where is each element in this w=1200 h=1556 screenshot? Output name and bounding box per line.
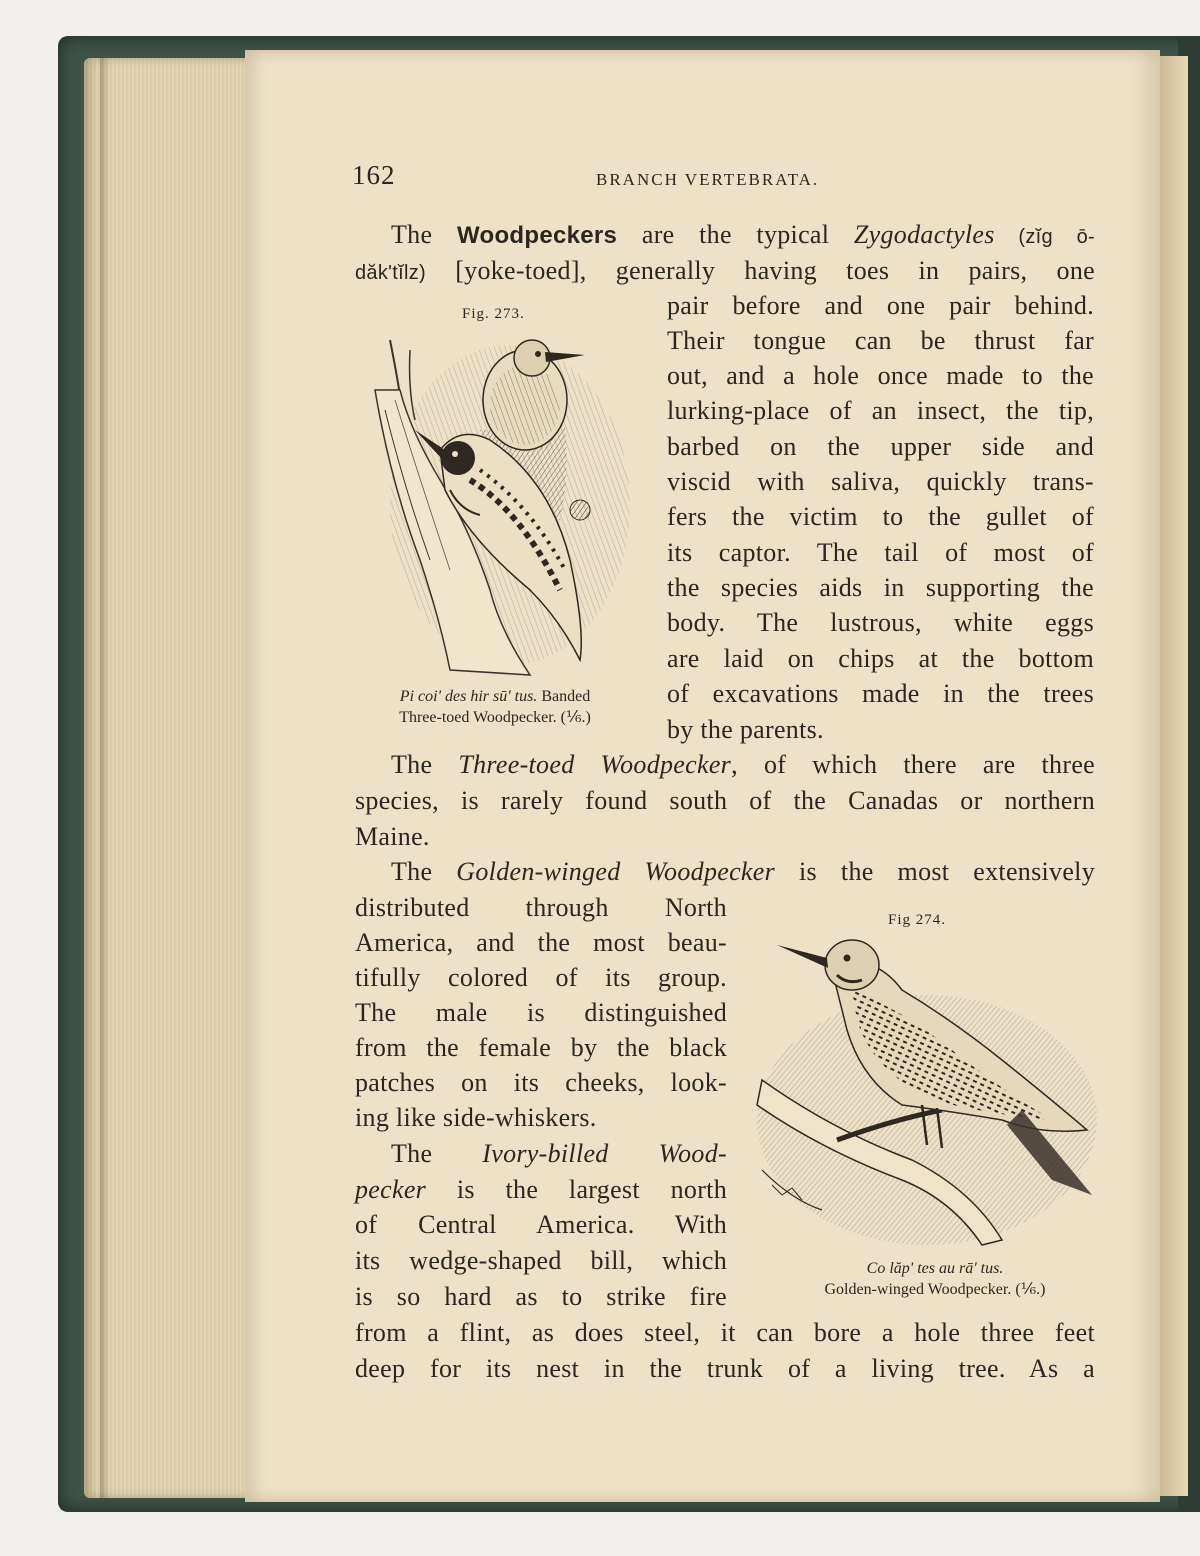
para3-line-5: The male is distinguished [355, 998, 727, 1027]
fig274-common-name: Golden-winged Woodpecker. (⅙.) [824, 1281, 1046, 1298]
para2-line-3: Maine. [355, 822, 430, 851]
para1-line-8: viscid with saliva, quickly trans- [667, 467, 1094, 496]
fig274-caption [775, 1258, 1095, 1300]
fig274-flicker-illustration [752, 930, 1100, 1250]
page-stack-shadow [100, 58, 110, 1498]
para4-line-6: from a flint, as does steel, it can bore a hole three feet [355, 1318, 1095, 1347]
zygodactyles-term: Zygodactyles [853, 220, 995, 249]
three-toed-woodpecker-term: Three-toed Woodpecker [458, 750, 732, 779]
para1-line-12: body. The lustrous, white eggs [667, 608, 1094, 637]
page-number: 162 [352, 160, 396, 190]
para1-line-1: The Woodpeckers are the typical Zygodactyles (zĭg ō- [391, 220, 1096, 249]
para4-line-4: its wedge-shaped bill, which [355, 1246, 727, 1275]
para3-line-8: ing like side-whiskers. [355, 1103, 597, 1132]
para1-line-3: pair before and one pair behind. [667, 291, 1094, 320]
fig273-caption: Pi coi' des hir sū' tus. Banded Three-toed Woodpecker. (⅙.) [364, 686, 626, 728]
next-page-edge [1158, 56, 1188, 1496]
para4-line-3: of Central America. With [355, 1210, 727, 1239]
para1-line-11: the species aids in supporting the [667, 573, 1094, 602]
para1-line-7: barbed on the upper side and [667, 432, 1094, 461]
para4-line-2: pecker is the largest north [355, 1175, 727, 1204]
para3-line-2: distributed through North [355, 893, 727, 922]
para3-line-6: from the female by the black [355, 1033, 727, 1062]
para1-line-6: lurking-place of an insect, the tip, [667, 396, 1094, 425]
para1-line-5: out, and a hole once made to the [667, 361, 1094, 390]
running-head: BRANCH VERTEBRATA. [596, 170, 820, 189]
para3-line-1: The Golden-winged Woodpecker is the most extensively [391, 857, 1095, 886]
para3-line-7: patches on its cheeks, look- [355, 1068, 727, 1097]
para4-line-7: deep for its nest in the trunk of a living tree. As a [355, 1354, 1095, 1383]
fig273-scientific-name: Pi coi' des hir sū' tus. [399, 688, 538, 705]
para3-line-3: America, and the most beau- [355, 928, 727, 957]
golden-winged-woodpecker-term: Golden-winged Woodpecker [456, 857, 776, 886]
para3-line-4: tifully colored of its group. [355, 963, 727, 992]
para1-line-14: of excavations made in the trees [667, 679, 1094, 708]
para1-line-2: dăk'tĭlz) [yoke-toed], generally having toes in pairs, one [355, 256, 1095, 285]
ivory-billed-woodpecker-term: Ivory-billed Wood- [482, 1139, 727, 1168]
para1-line-4: Their tongue can be thrust far [667, 326, 1094, 355]
para1-line-13: are laid on chips at the bottom [667, 644, 1094, 673]
para1-line-15: by the parents. [667, 715, 824, 744]
para4-line-1: The Ivory-billed Wood- [391, 1139, 727, 1168]
fig274-label: Fig 274. [888, 912, 947, 928]
para1-line-9: fers the victim to the gullet of [667, 502, 1094, 531]
para2-line-1: The Three-toed Woodpecker, of which there are three [391, 750, 1095, 779]
para4-line-5: is so hard as to strike fire [355, 1282, 727, 1311]
para2-line-2: species, is rarely found south of the Canadas or northern [355, 786, 1095, 815]
fig273-woodpeckers-illustration [360, 330, 630, 680]
fig274-scientific-name: Co lăp' tes au rā' tus. [866, 1260, 1004, 1277]
fig273-label: Fig. 273. [462, 306, 525, 322]
woodpeckers-term: Woodpeckers [456, 222, 618, 249]
para1-line-10: its captor. The tail of most of [667, 538, 1094, 567]
fig273-common-name: Three-toed Woodpecker. (⅙.) [399, 709, 591, 726]
